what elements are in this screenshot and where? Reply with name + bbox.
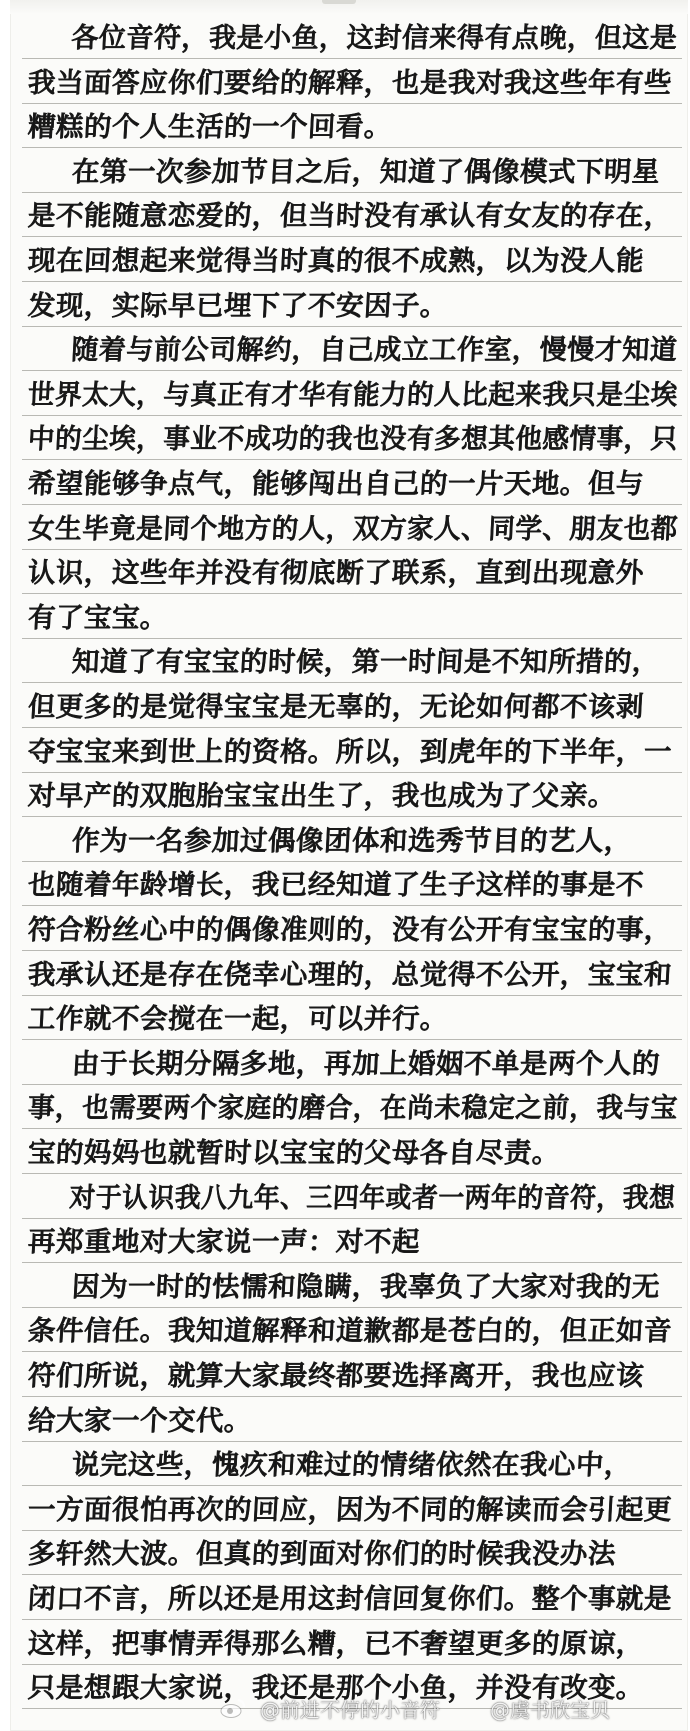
- letter-line: 再郑重地对大家说一声：对不起: [27, 1226, 421, 1259]
- letter-paper: [10, 0, 688, 1731]
- letter-line: 我当面答应你们要给的解释，也是我对我这些年有些: [27, 66, 673, 99]
- letter-line: 因为一时的怯懦和隐瞒，我辜负了大家对我的无: [71, 1270, 661, 1303]
- letter-line: 只是想跟大家说，我还是那个小鱼，并没有改变。: [27, 1672, 645, 1705]
- letter-line: 条件信任。我知道解释和道歉都是苍白的，但正如音: [27, 1315, 673, 1348]
- letter-line: 有了宝宝。: [27, 601, 169, 634]
- letter-line: 也随着年龄增长，我已经知道了生子这样的事是不: [27, 869, 645, 902]
- letter-line: 但更多的是觉得宝宝是无辜的，无论如何都不该剥: [27, 691, 645, 723]
- letter-line: 符们所说，就算大家最终都要选择离开，我也应该: [27, 1360, 645, 1392]
- letter-line: 工作就不会搅在一起，可以并行。: [27, 1003, 449, 1036]
- letter-line: 希望能够争点气，能够闯出自己的一片天地。但与: [27, 468, 645, 500]
- letter-line: 发现，实际早已埋下了不安因子。: [27, 289, 449, 322]
- letter-line: 事，也需要两个家庭的磨合，在尚未稳定之前，我与宝: [27, 1092, 679, 1125]
- letter-line: 各位音符，我是小鱼，这封信来得有点晚，但这是: [70, 22, 679, 54]
- letter-line: 知道了有宝宝的时候，第一时间是不知所措的，: [71, 646, 661, 679]
- letter-line: 认识，这些年并没有彻底断了联系，直到出现意外: [27, 557, 645, 590]
- letter-line: 糟糕的个人生活的一个回看。: [27, 111, 393, 144]
- watermark-left-text: @前进不停的小音符: [260, 1697, 440, 1722]
- letter-line: 随着与前公司解约，自己成立工作室，慢慢才知道: [70, 334, 679, 367]
- letter-line: 对早产的双胞胎宝宝出生了，我也成为了父亲。: [27, 780, 617, 813]
- letter-line: 女生毕竟是同个地方的人，双方家人、同学、朋友也都: [27, 512, 679, 545]
- watermark-right-text: @虞书欣宝贝: [490, 1697, 610, 1722]
- letter-line: 夺宝宝来到世上的资格。所以，到虎年的下半年，一: [27, 735, 673, 768]
- letter-line: 闭口不言，所以还是用这封信回复你们。整个事就是: [27, 1583, 673, 1615]
- letter-line: 是不能随意恋爱的，但当时没有承认有女友的存在，: [27, 200, 673, 233]
- letter-line: 对于认识我八九年、三四年或者一两年的音符，我想: [68, 1181, 677, 1214]
- letter-line: 作为一名参加过偶像团体和选秀节目的艺人，: [71, 824, 633, 857]
- letter-line: 现在回想起来觉得当时真的很不成熟，以为没人能: [27, 245, 645, 277]
- letter-line: 这样，把事情弄得那么糟，已不奢望更多的原谅，: [27, 1627, 645, 1660]
- letter-line: 由于长期分隔多地，再加上婚姻不单是两个人的: [71, 1047, 661, 1080]
- letter-line: 宝的妈妈也就暂时以宝宝的父母各自尽责。: [27, 1137, 561, 1169]
- letter-line: 多轩然大波。但真的到面对你们的时候我没办法: [27, 1538, 617, 1571]
- letter-line: 在第一次参加节目之后，知道了偶像模式下明星: [71, 155, 661, 188]
- letter-line: 中的尘埃，事业不成功的我也没有多想其他感情事，只: [27, 423, 679, 456]
- letter-line: 一方面很怕再次的回应，因为不同的解读而会引起更: [27, 1493, 673, 1526]
- letter-line: 说完这些，愧疚和难过的情绪依然在我心中，: [71, 1449, 633, 1482]
- handwritten-letter: [10, 0, 688, 1731]
- letter-line: 给大家一个交代。: [27, 1404, 253, 1437]
- letter-line: 我承认还是存在侥幸心理的，总觉得不公开，宝宝和: [27, 958, 673, 991]
- letter-line: 符合粉丝心中的偶像准则的，没有公开有宝宝的事，: [27, 914, 673, 946]
- letter-line: 世界太大，与真正有才华有能力的人比起来我只是尘埃: [27, 378, 679, 411]
